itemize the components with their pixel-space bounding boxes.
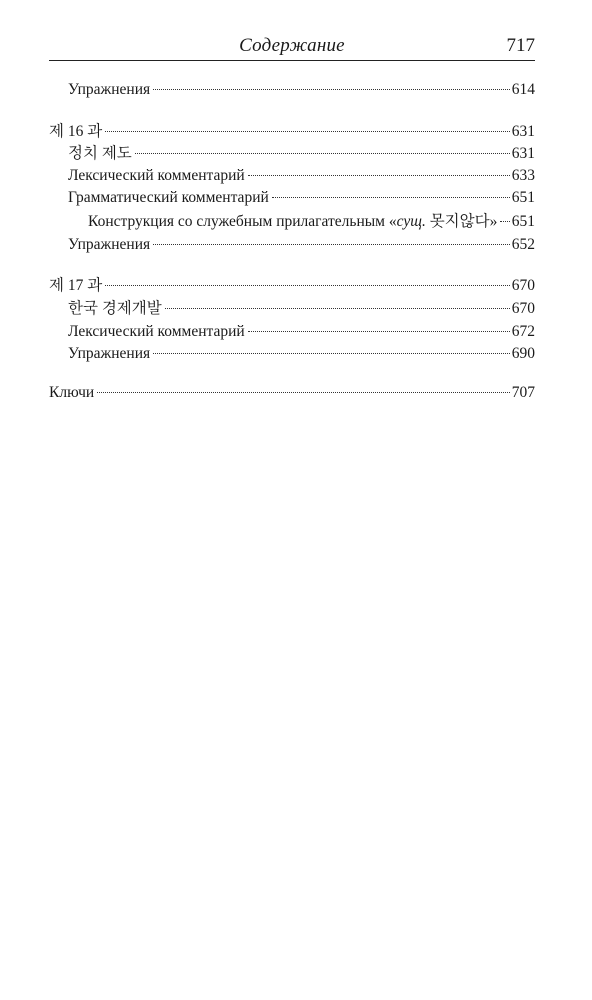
toc-entry-label: Упражнения: [68, 81, 151, 98]
toc-entry-page: 672: [511, 323, 535, 340]
toc-leader-dots: [153, 89, 510, 90]
toc-entry-page: 651: [511, 213, 535, 230]
toc-leader-dots: [500, 221, 509, 222]
toc-entry-label: 제 17 과: [49, 277, 103, 294]
toc-entry-label: 제 16 과: [49, 123, 103, 140]
toc-entry-label: 한국 경제개발: [68, 300, 162, 317]
toc-entry-page: 707: [511, 384, 535, 401]
toc-entry[interactable]: [68, 322, 535, 342]
toc-entry-label: 정치 제도: [68, 145, 132, 162]
toc-entry-label: Упражнения: [68, 236, 151, 253]
toc-entry-label: Лексический комментарий: [68, 323, 245, 340]
toc-entry-page: 651: [511, 189, 535, 206]
toc-leader-dots: [105, 131, 510, 132]
toc-leader-dots: [248, 175, 510, 176]
toc-leader-dots: [165, 308, 510, 309]
toc-leader-dots: [153, 244, 510, 245]
toc-entry-page: 631: [511, 123, 535, 140]
toc-entry-label: Лексический комментарий: [68, 167, 245, 184]
toc-entry[interactable]: [49, 276, 535, 296]
toc-leader-dots: [248, 331, 510, 332]
toc-entry[interactable]: [68, 80, 535, 100]
toc-entry-page: 614: [511, 81, 535, 98]
toc-leader-dots: [105, 285, 510, 286]
running-header-title: Содержание: [239, 35, 345, 56]
toc-entry[interactable]: [49, 122, 535, 142]
toc-entry-label-end: 못지않다»: [425, 213, 498, 230]
toc-entry[interactable]: [68, 344, 535, 364]
running-header-page-number: 717: [506, 35, 535, 56]
toc-entry-label-italic: сущ.: [396, 213, 426, 230]
toc-entry-page: 633: [511, 167, 535, 184]
toc-entry-page: 670: [511, 277, 535, 294]
toc-entry-label: Упражнения: [68, 345, 151, 362]
toc-entry[interactable]: [68, 166, 535, 186]
toc-leader-dots: [272, 197, 510, 198]
toc-leader-dots: [153, 353, 510, 354]
toc-leader-dots: [135, 153, 510, 154]
toc-entry-page: 670: [511, 300, 535, 317]
toc-entry[interactable]: [68, 144, 535, 164]
toc-entry-label: Ключи: [49, 384, 95, 401]
toc-entry-page: 652: [511, 236, 535, 253]
toc-entry-label: Грамматический комментарий: [68, 189, 269, 206]
toc-entry-page: 631: [511, 145, 535, 162]
toc-entry-page: 690: [511, 345, 535, 362]
toc-entry[interactable]: [88, 212, 535, 232]
toc-leader-dots: [97, 392, 510, 393]
toc-entry[interactable]: [68, 299, 535, 319]
toc-entry[interactable]: [68, 188, 535, 208]
toc-entry[interactable]: [49, 383, 535, 403]
toc-entry[interactable]: [68, 235, 535, 255]
toc-entry-label: [88, 212, 497, 232]
toc-entry-label-start: Конструкция со служебным прилагательным «: [88, 213, 397, 230]
